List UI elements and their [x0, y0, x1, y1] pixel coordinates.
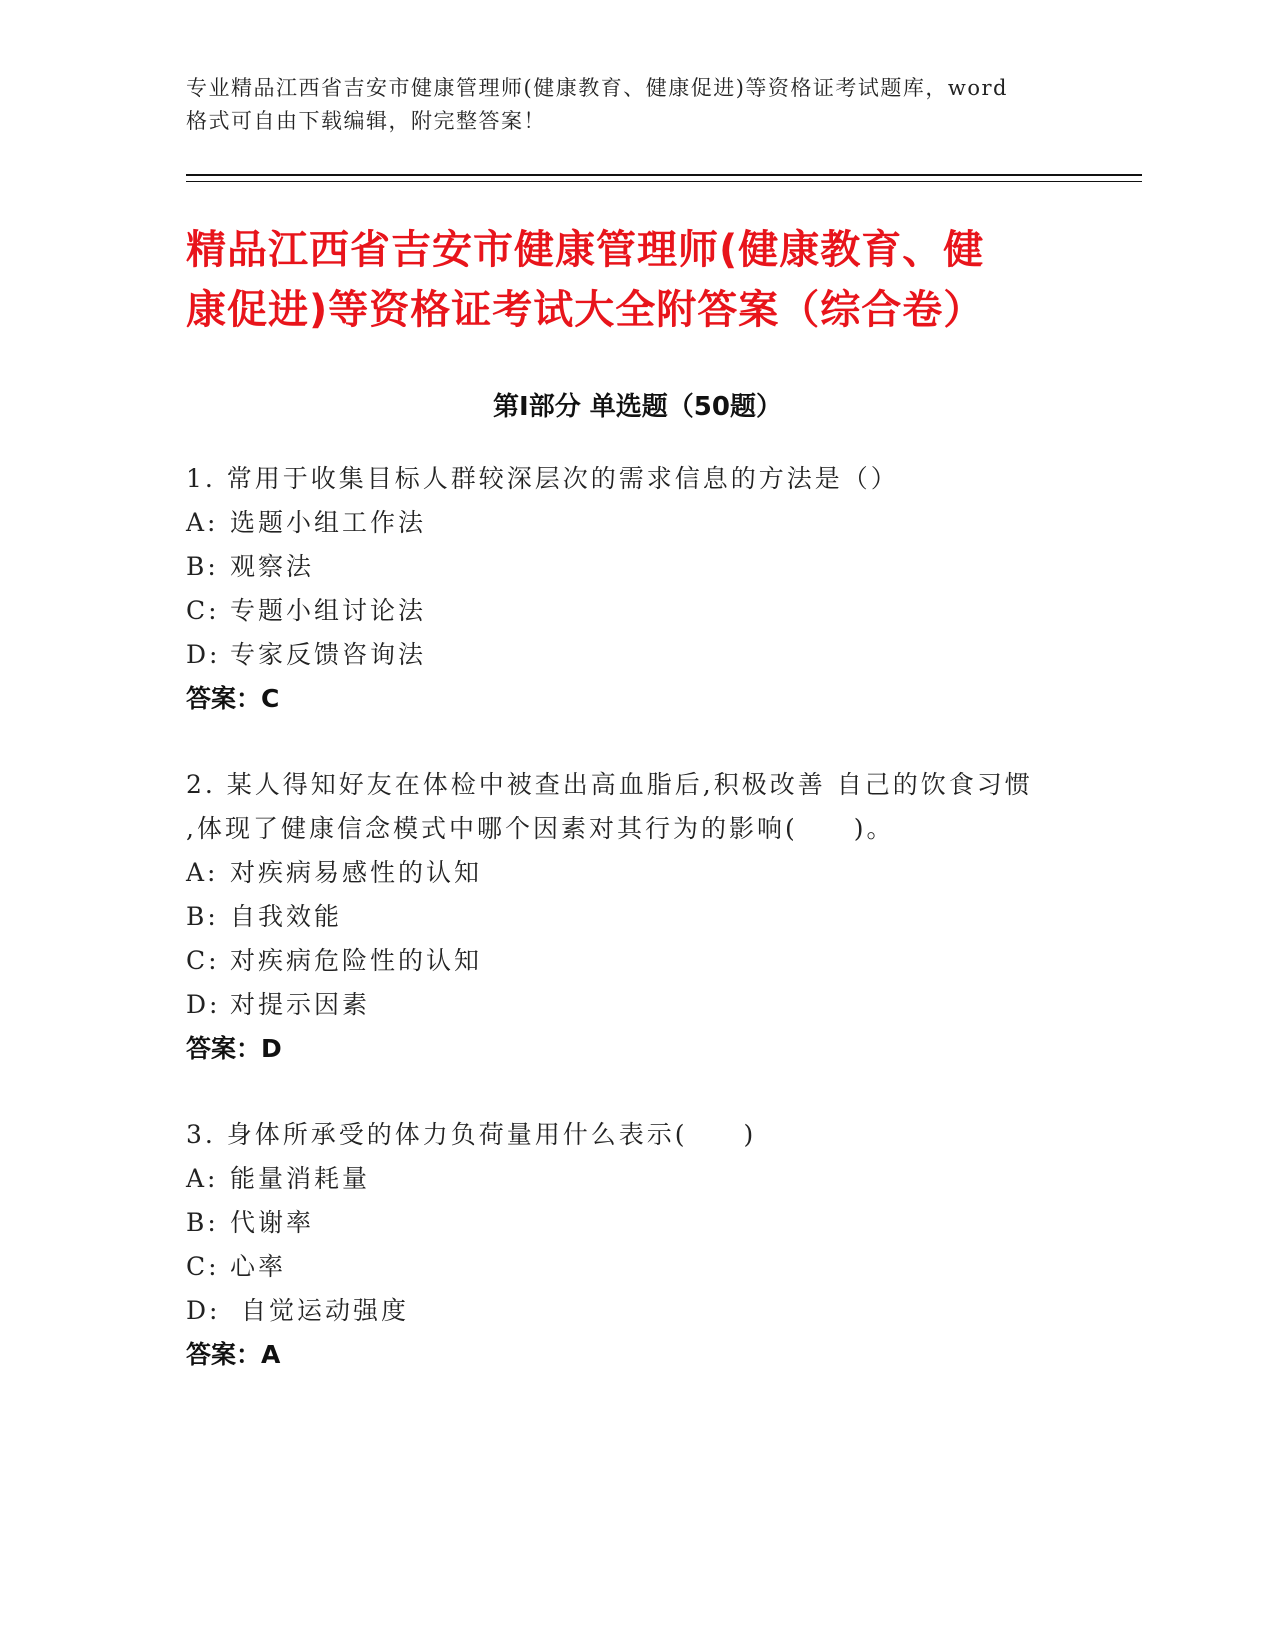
- document-title: [186, 220, 1086, 340]
- question-2-stem-line-2: ,体现了健康信念模式中哪个因素对其行为的影响( )。: [186, 814, 895, 843]
- question-2-option-a: [186, 853, 482, 889]
- option-text: 专题小组讨论法: [230, 596, 427, 625]
- question-1-option-a: [186, 503, 426, 539]
- option-key: A:: [186, 858, 219, 887]
- option-text: 心率: [230, 1252, 287, 1281]
- option-key: D:: [186, 990, 221, 1019]
- option-key: B:: [186, 552, 219, 581]
- question-3-answer: 答案：A: [186, 1340, 281, 1369]
- option-key: A:: [186, 508, 219, 537]
- question-1-option-c: [186, 591, 426, 627]
- option-key: C:: [186, 1252, 220, 1281]
- question-1-option-d: [186, 635, 426, 671]
- option-text: 对疾病易感性的认知: [230, 858, 483, 887]
- option-text: 选题小组工作法: [230, 508, 427, 537]
- header-note-line-2: 格式可自由下载编辑，附完整答案！: [186, 109, 546, 133]
- header-note-line-1: 专业精品江西省吉安市健康管理师(健康教育、健康促进)等资格证考试题库，word: [186, 76, 1008, 100]
- document-title-line-2: 康促进)等资格证考试大全附答案（综合卷）: [186, 287, 985, 333]
- question-1-stem: 1. 常用于收集目标人群较深层次的需求信息的方法是（）: [186, 464, 899, 493]
- option-key: B:: [186, 902, 219, 931]
- question-2-answer: 答案：D: [186, 1034, 282, 1063]
- question-3-stem: 3. 身体所承受的体力负荷量用什么表示( ): [186, 1120, 757, 1149]
- header-note: [186, 72, 1086, 138]
- option-key: A:: [186, 1164, 219, 1193]
- question-3-option-a: [186, 1159, 370, 1195]
- option-text: 专家反馈咨询法: [230, 640, 427, 669]
- option-text: 观察法: [230, 552, 315, 581]
- question-1-answer: 答案：C: [186, 684, 280, 713]
- question-2-option-b: [186, 897, 342, 933]
- option-text: 自觉运动强度: [230, 1296, 409, 1325]
- header-rule-thin: [186, 181, 1142, 182]
- header-rule-thick: [186, 174, 1142, 176]
- question-1-option-b: [186, 547, 314, 583]
- option-text: 对疾病危险性的认知: [230, 946, 483, 975]
- option-key: C:: [186, 596, 220, 625]
- option-key: B:: [186, 1208, 219, 1237]
- option-text: 对提示因素: [230, 990, 371, 1019]
- question-3-option-b: [186, 1203, 314, 1239]
- option-text: 能量消耗量: [230, 1164, 371, 1193]
- option-text: 代谢率: [230, 1208, 315, 1237]
- option-key: C:: [186, 946, 220, 975]
- question-3-option-d: [186, 1291, 409, 1327]
- option-text: 自我效能: [230, 902, 343, 931]
- section-title: 第Ⅰ部分 单选题（50题）: [493, 392, 782, 422]
- question-2-option-d: [186, 985, 370, 1021]
- question-2-option-c: [186, 941, 482, 977]
- option-key: D:: [186, 1296, 221, 1325]
- option-key: D:: [186, 640, 221, 669]
- document-title-line-1: 精品江西省吉安市健康管理师(健康教育、健: [186, 227, 985, 273]
- question-3-option-c: [186, 1247, 286, 1283]
- question-2-stem-line-1: 2. 某人得知好友在体检中被查出高血脂后,积极改善 自己的饮食习惯: [186, 770, 1033, 799]
